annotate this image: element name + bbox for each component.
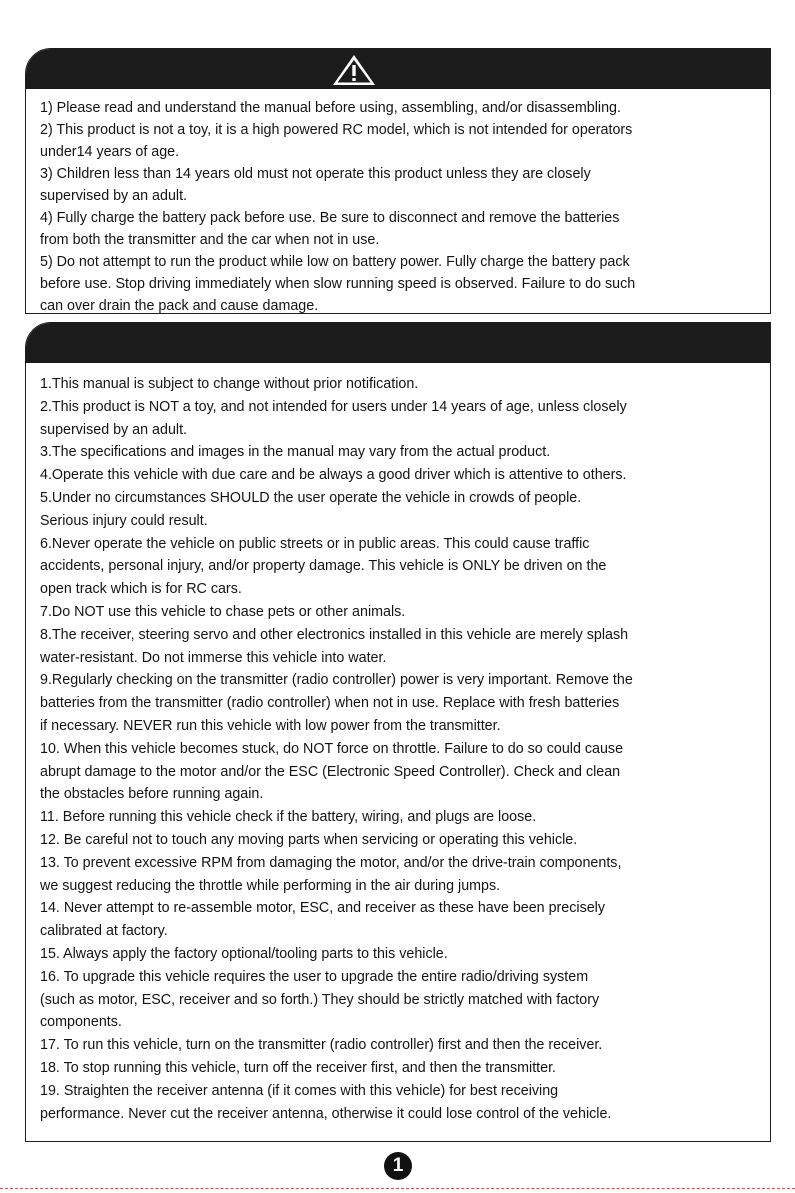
text-line: the obstacles before running again. [40,786,264,803]
text-line: supervised by an adult. [40,188,188,204]
text-line: 2) This product is not a toy, it is a high powered RC model, which is not intended for operators [40,122,633,138]
text-line: 9.Regularly checking on the transmitter (radio controller) power is very important. Remove the [40,672,633,689]
text-line: 1.This manual is subject to change without prior notification. [40,376,419,392]
text-line: 15. Always apply the factory optional/tooling parts to this vehicle. [40,945,448,962]
text-line: batteries from the transmitter (radio controller) when not in use. Replace with fresh batteries [40,695,620,712]
notes-text [26,363,770,1125]
text-line: 11. Before running this vehicle check if the battery, wiring, and plugs are loose. [40,809,537,826]
text-line: 18. To stop running this vehicle, turn off the receiver first, and then the transmitter. [40,1059,557,1076]
page-number-badge: 1 [384,1152,412,1180]
text-line: open track which is for RC cars. [40,581,242,598]
text-line: (such as motor, ESC, receiver and so forth.) They should be strictly matched with factory [40,991,600,1008]
text-line: 1) Please read and understand the manual before using, assembling, and/or disassembling. [40,100,621,116]
text-line: 5) Do not attempt to run the product while low on battery power. Fully charge the battery pack [40,254,630,270]
text-line: before use. Stop driving immediately when slow running speed is observed. Failure to do such [40,276,636,292]
text-line: 17. To run this vehicle, turn on the transmitter (radio controller) first and then the receiver. [40,1037,603,1054]
text-line: 10. When this vehicle becomes stuck, do NOT force on throttle. Failure to do so could cause [40,740,624,757]
text-line: we suggest reducing the throttle while performing in the air during jumps. [40,877,501,894]
text-line: 12. Be careful not to touch any moving parts when servicing or operating this vehicle. [40,831,578,848]
text-line: from both the transmitter and the car when not in use. [40,232,380,248]
text-line: 5.Under no circumstances SHOULD the user operate the vehicle in crowds of people. [40,489,582,506]
text-line: 14. Never attempt to re-assemble motor, ESC, and receiver as these have been precisely [40,900,606,917]
text-line: calibrated at factory. [40,923,168,940]
text-line: 3.The specifications and images in the manual may vary from the actual product. [40,444,551,461]
text-line: accidents, personal injury, and/or property damage. This vehicle is ONLY be driven on the [40,558,607,575]
text-line: under14 years of age. [40,144,180,160]
warning-triangle-icon [331,53,377,87]
text-line: water-resistant. Do not immerse this vehicle into water. [40,649,387,666]
text-line: 6.Never operate the vehicle on public streets or in public areas. This could cause traffic [40,535,590,552]
text-line: 4) Fully charge the battery pack before use. Be sure to disconnect and remove the batteries [40,210,620,226]
text-line: performance. Never cut the receiver antenna, otherwise it could lose control of the vehicle. [40,1105,612,1122]
text-line: 3) Children less than 14 years old must not operate this product unless they are closely [40,166,591,182]
notes-section [25,322,771,1142]
text-line: components. [40,1014,122,1031]
warning-header-bar [26,49,770,89]
notes-header-bar [26,323,770,363]
text-line: abrupt damage to the motor and/or the ESC (Electronic Speed Controller). Check and clean [40,763,621,780]
warning-text [26,89,770,314]
page-bottom-edge [0,1188,795,1193]
text-line: Serious injury could result. [40,512,208,529]
text-line: 19. Straighten the receiver antenna (if it comes with this vehicle) for best receiving [40,1082,559,1099]
text-line: 4.Operate this vehicle with due care and be always a good driver which is attentive to others. [40,467,627,484]
text-line: supervised by an adult. [40,421,188,438]
text-line: if necessary. NEVER run this vehicle with low power from the transmitter. [40,717,501,734]
text-line: 16. To upgrade this vehicle requires the user to upgrade the entire radio/driving system [40,968,589,985]
text-line: can over drain the pack and cause damage. [40,298,319,314]
text-line: 13. To prevent excessive RPM from damaging the motor, and/or the drive-train components, [40,854,622,871]
warning-section [25,48,771,314]
text-line: 8.The receiver, steering servo and other electronics installed in this vehicle are merely splash [40,626,629,643]
text-line: 2.This product is NOT a toy, and not intended for users under 14 years of age, unless closely [40,398,627,415]
text-line: 7.Do NOT use this vehicle to chase pets or other animals. [40,603,406,620]
